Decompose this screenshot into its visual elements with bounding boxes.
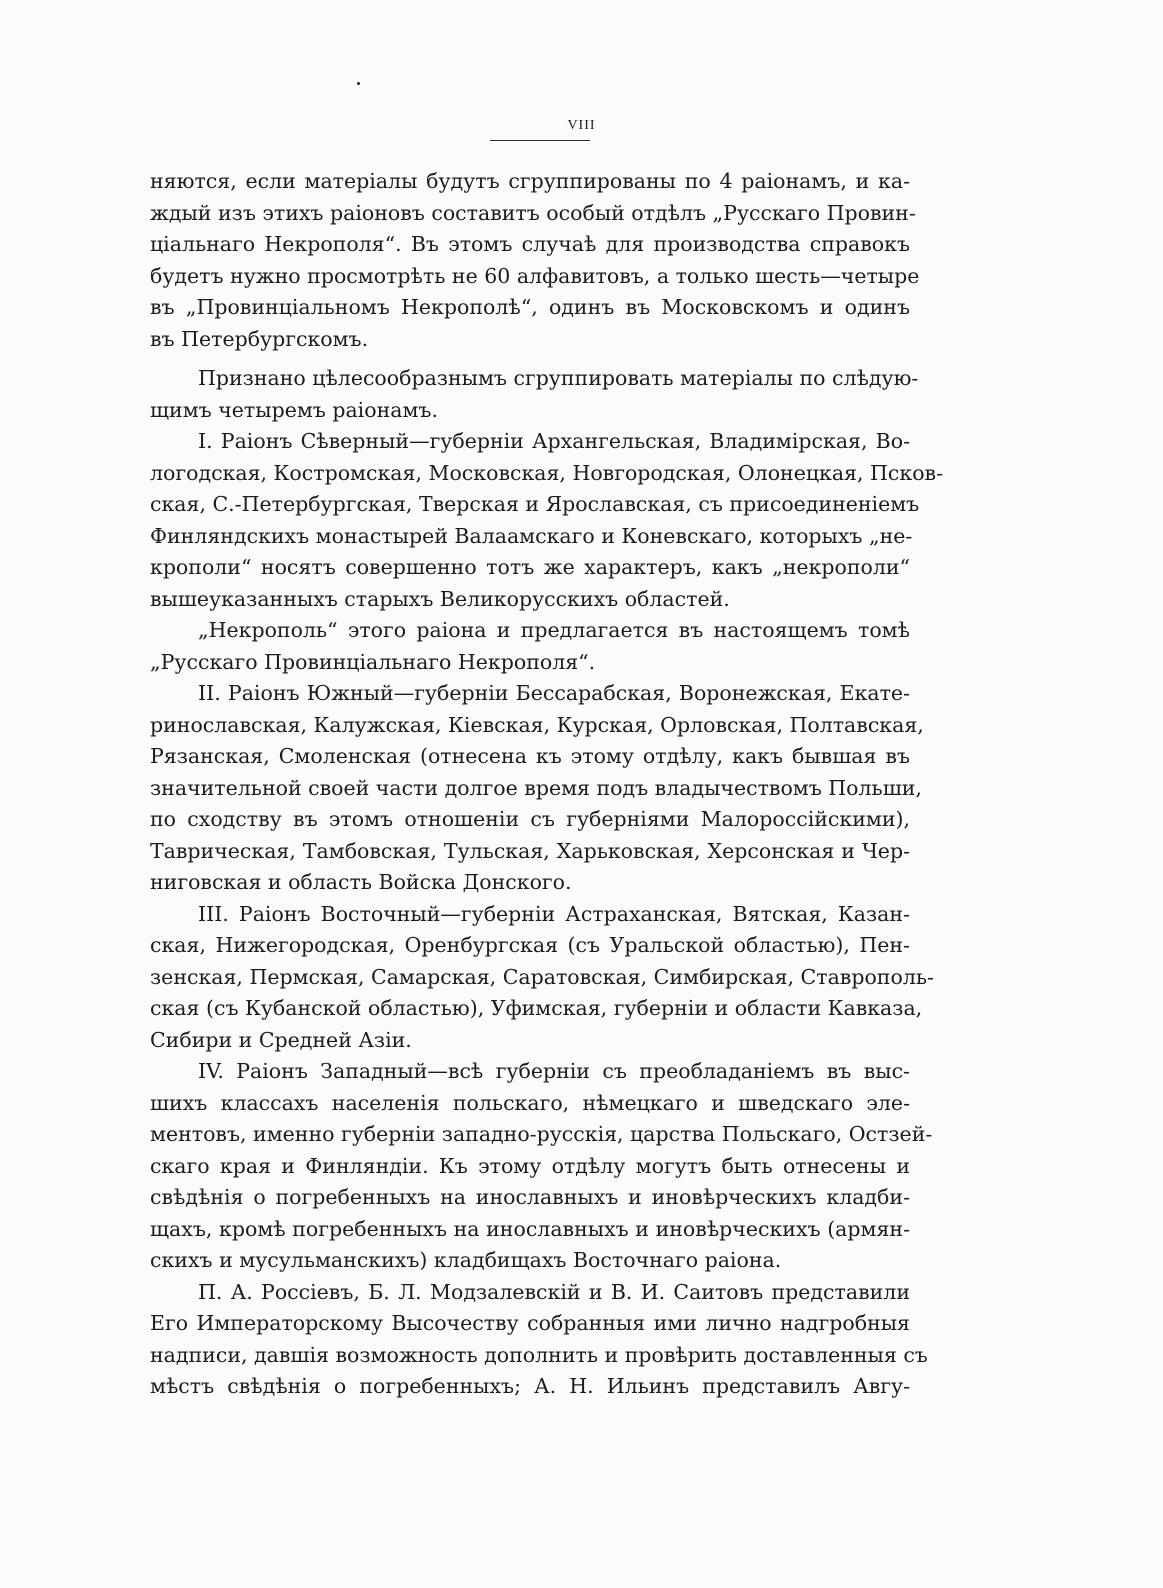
text-line: логодская, Костромская, Московская, Новгородская, Олонецкая, Псков- <box>150 460 944 485</box>
text-line: Таврическая, Тамбовская, Тульская, Харьковская, Херсонская и Чер- <box>150 838 910 863</box>
text-line: ская (съ Кубанской областью), Уфимская, губерніи и области Кавказа, <box>150 996 923 1020</box>
text-line: IV. Раіонъ Западный—всѣ губерніи съ преобладаніемъ въ выс- <box>198 1059 910 1083</box>
text-line: крополи“ носятъ совершенно тотъ же характеръ, какъ „некрополи“ <box>150 555 910 579</box>
text-line: Рязанская, Смоленская (отнесена къ этому отдѣлу, какъ бывшая въ <box>150 744 910 768</box>
text-line: въ „Провинціальномъ Некрополѣ“, одинъ въ Московскомъ и одинъ <box>150 295 910 319</box>
body-text <box>150 166 944 1403</box>
text-line: ждый изъ этихъ раіоновъ составитъ особый отдѣлъ „Русскаго Провин- <box>150 200 916 225</box>
text-line: будетъ нужно просмотрѣть не 60 алфавитовъ, а только шесть—четыре <box>150 263 920 288</box>
text-line: надписи, давшія возможность дополнить и провѣрить доставленныя съ <box>150 1342 928 1367</box>
text-line: „Некрополь“ этого раіона и предлагается въ настоящемъ томѣ <box>198 618 910 642</box>
text-line: шихъ классахъ населенія польскаго, нѣмецкаго и шведскаго эле- <box>150 1090 910 1115</box>
text-line: П. А. Россіевъ, Б. Л. Модзалевскій и В. И. Саитовъ представили <box>198 1279 910 1304</box>
text-line: Его Императорскому Высочеству собранныя ими лично надгробныя <box>150 1311 910 1335</box>
text-line: „Русскаго Провинціальнаго Некрополя“. <box>150 649 596 674</box>
text-line: въ Петербургскомъ. <box>150 326 369 351</box>
text-line: вышеуказанныхъ старыхъ Великорусскихъ областей. <box>150 586 730 611</box>
text-line: ціальнаго Некрополя“. Въ этомъ случаѣ для производства справокъ <box>150 232 910 256</box>
header-rule <box>490 140 590 141</box>
text-line: Сибири и Средней Азіи. <box>150 1027 412 1052</box>
text-line: Финляндскихъ монастырей Валаамскаго и Коневскаго, которыхъ „не- <box>150 523 913 548</box>
text-line: мѣстъ свѣдѣнія о погребенныхъ; А. Н. Ильинъ представилъ Авгу- <box>150 1374 910 1398</box>
text-line: зенская, Пермская, Самарская, Саратовская, Симбирская, Ставрополь- <box>150 964 934 989</box>
text-line: скаго края и Финляндіи. Къ этому отдѣлу могутъ быть отнесены и <box>150 1153 910 1178</box>
text-line: свѣдѣнія о погребенныхъ на инославныхъ и иновѣрческихъ кладби- <box>150 1185 910 1209</box>
text-line: скихъ и мусульманскихъ) кладбищахъ Восточнаго раіона. <box>150 1248 782 1272</box>
ink-speck <box>357 82 360 85</box>
text-line: по сходству въ этомъ отношеніи съ губерніями Малороссійскими), <box>150 807 910 831</box>
text-line: III. Раіонъ Восточный—губерніи Астраханская, Вятская, Казан- <box>198 901 910 926</box>
text-line: няются, если матеріалы будутъ сгруппированы по 4 раіонамъ, и ка- <box>150 169 910 193</box>
text-line: Признано цѣлесообразнымъ сгруппировать матеріалы по слѣдую- <box>198 366 919 390</box>
text-line: щимъ четыремъ раіонамъ. <box>150 397 438 422</box>
text-line: ская, Нижегородская, Оренбургская (съ Уральской областью), Пен- <box>150 933 910 957</box>
page-number: VIII <box>567 118 596 133</box>
text-line: значительной своей части долгое время подъ владычествомъ Польши, <box>150 775 922 800</box>
text-line: II. Раіонъ Южный—губерніи Бессарабская, Воронежская, Екате- <box>198 681 910 705</box>
text-line: ментовъ, именно губерніи западно-русскія, царства Польскаго, Остзей- <box>150 1122 933 1146</box>
text-line: ниговская и область Войска Донского. <box>150 870 572 894</box>
text-line: I. Раіонъ Сѣверный—губерніи Архангельская, Владимірская, Во- <box>198 429 910 453</box>
text-line: ринославская, Калужская, Кіевская, Курская, Орловская, Полтавская, <box>150 712 924 737</box>
text-line: ская, С.-Петербургская, Тверская и Ярославская, съ присоединеніемъ <box>150 492 920 516</box>
text-line: щахъ, кромѣ погребенныхъ на инославныхъ и иновѣрческихъ (армян- <box>150 1216 910 1241</box>
